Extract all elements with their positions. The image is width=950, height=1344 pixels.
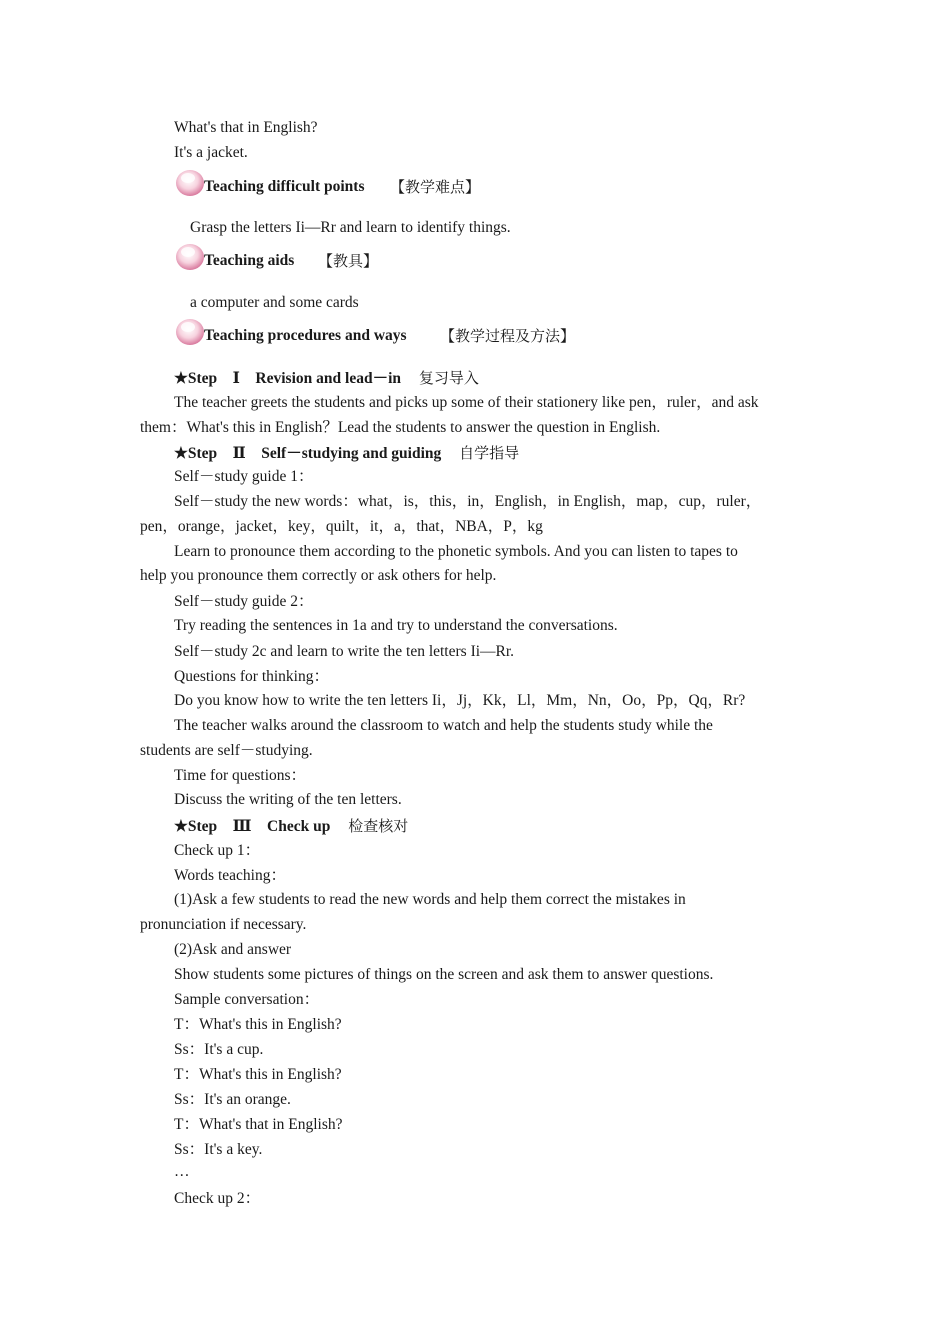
step-1-label: ★Step Ⅰ Revision and lead－in <box>174 370 401 387</box>
step-3-heading <box>174 816 408 837</box>
heading-title: Teaching procedures and ways <box>204 327 407 344</box>
item-1-b: pronunciation if necessary. <box>140 916 307 933</box>
heading-cn: 【教学过程及方法】 <box>440 327 576 345</box>
intro-line-2: It's a jacket. <box>174 144 248 161</box>
flower-bullet-icon <box>174 314 206 348</box>
heading-cn: 【教学难点】 <box>390 178 481 196</box>
self-study-2c: Self－study 2c and learn to write the ten letters Ii—Rr. <box>174 643 515 660</box>
questions-for-thinking: Questions for thinking： <box>174 668 329 685</box>
check-up-2: Check up 2： <box>174 1190 261 1207</box>
do-you-know: Do you know how to write the ten letters Ii，Jj，Kk，Ll，Mm，Nn，Oo，Pp，Qq，Rr? <box>174 692 746 709</box>
sample-conversation: Sample conversation： <box>174 991 320 1008</box>
dialogue-line: Ss：It's a key. <box>174 1141 263 1158</box>
step-1-paragraph-b: them：What's this in English？Lead the students to answer the question in English. <box>140 419 661 436</box>
step-3-cn: 检查核对 <box>348 817 409 835</box>
teacher-walks-b: students are self－studying. <box>140 742 313 759</box>
heading-cn: 【教具】 <box>318 252 379 270</box>
check-up-1: Check up 1： <box>174 842 261 859</box>
step-1-heading <box>174 368 479 389</box>
flower-bullet-icon <box>174 239 206 273</box>
teacher-walks-a: The teacher walks around the classroom to watch and help the students study while the <box>174 717 713 734</box>
item-2: (2)Ask and answer <box>174 941 292 958</box>
ellipsis: … <box>174 1163 190 1180</box>
heading-title: Teaching difficult points <box>204 178 365 195</box>
intro-line-1: What's that in English? <box>174 119 318 136</box>
heading-title: Teaching aids <box>204 252 295 269</box>
step-1-cn: 复习导入 <box>418 369 479 387</box>
pronounce-a: Learn to pronounce them according to the phonetic symbols. And you can listen to tapes to <box>174 543 738 560</box>
self-study-guide-2: Self－study guide 2： <box>174 593 314 610</box>
show-pictures: Show students some pictures of things on the screen and ask them to answer questions. <box>174 966 714 983</box>
step-2-label: ★Step Ⅱ Self－studying and guiding <box>174 445 442 462</box>
self-study-guide-1: Self－study guide 1： <box>174 468 314 485</box>
dialogue-line: T：What's this in English? <box>174 1016 342 1033</box>
dialogue-line: T：What's that in English? <box>174 1116 343 1133</box>
discuss-writing: Discuss the writing of the ten letters. <box>174 791 402 808</box>
step-1-paragraph-a: The teacher greets the students and picks up some of their stationery like pen，ruler，and ask <box>174 394 759 411</box>
dialogue-line: Ss：It's a cup. <box>174 1041 264 1058</box>
new-words-b: pen，orange，jacket，key，quilt，it，a，that，NBA，P，kg <box>140 518 543 535</box>
step-2-heading <box>174 443 519 464</box>
item-1-a: (1)Ask a few students to read the new words and help them correct the mistakes in <box>174 891 686 908</box>
dialogue-line: Ss：It's an orange. <box>174 1091 291 1108</box>
difficult-points-body: Grasp the letters Ii—Rr and learn to identify things. <box>190 219 511 236</box>
new-words-a: Self－study the new words：what，is，this，in，English，in English，map，cup，ruler， <box>174 493 762 510</box>
dialogue-line: T：What's this in English? <box>174 1066 342 1083</box>
teaching-aids-body: a computer and some cards <box>190 294 359 311</box>
step-3-label: ★Step Ⅲ Check up <box>174 818 331 835</box>
flower-bullet-icon <box>174 165 206 199</box>
try-reading: Try reading the sentences in 1a and try to understand the conversations. <box>174 617 618 634</box>
pronounce-b: help you pronounce them correctly or ask others for help. <box>140 567 497 584</box>
time-for-questions: Time for questions： <box>174 767 307 784</box>
step-2-cn: 自学指导 <box>459 444 520 462</box>
words-teaching: Words teaching： <box>174 867 286 884</box>
